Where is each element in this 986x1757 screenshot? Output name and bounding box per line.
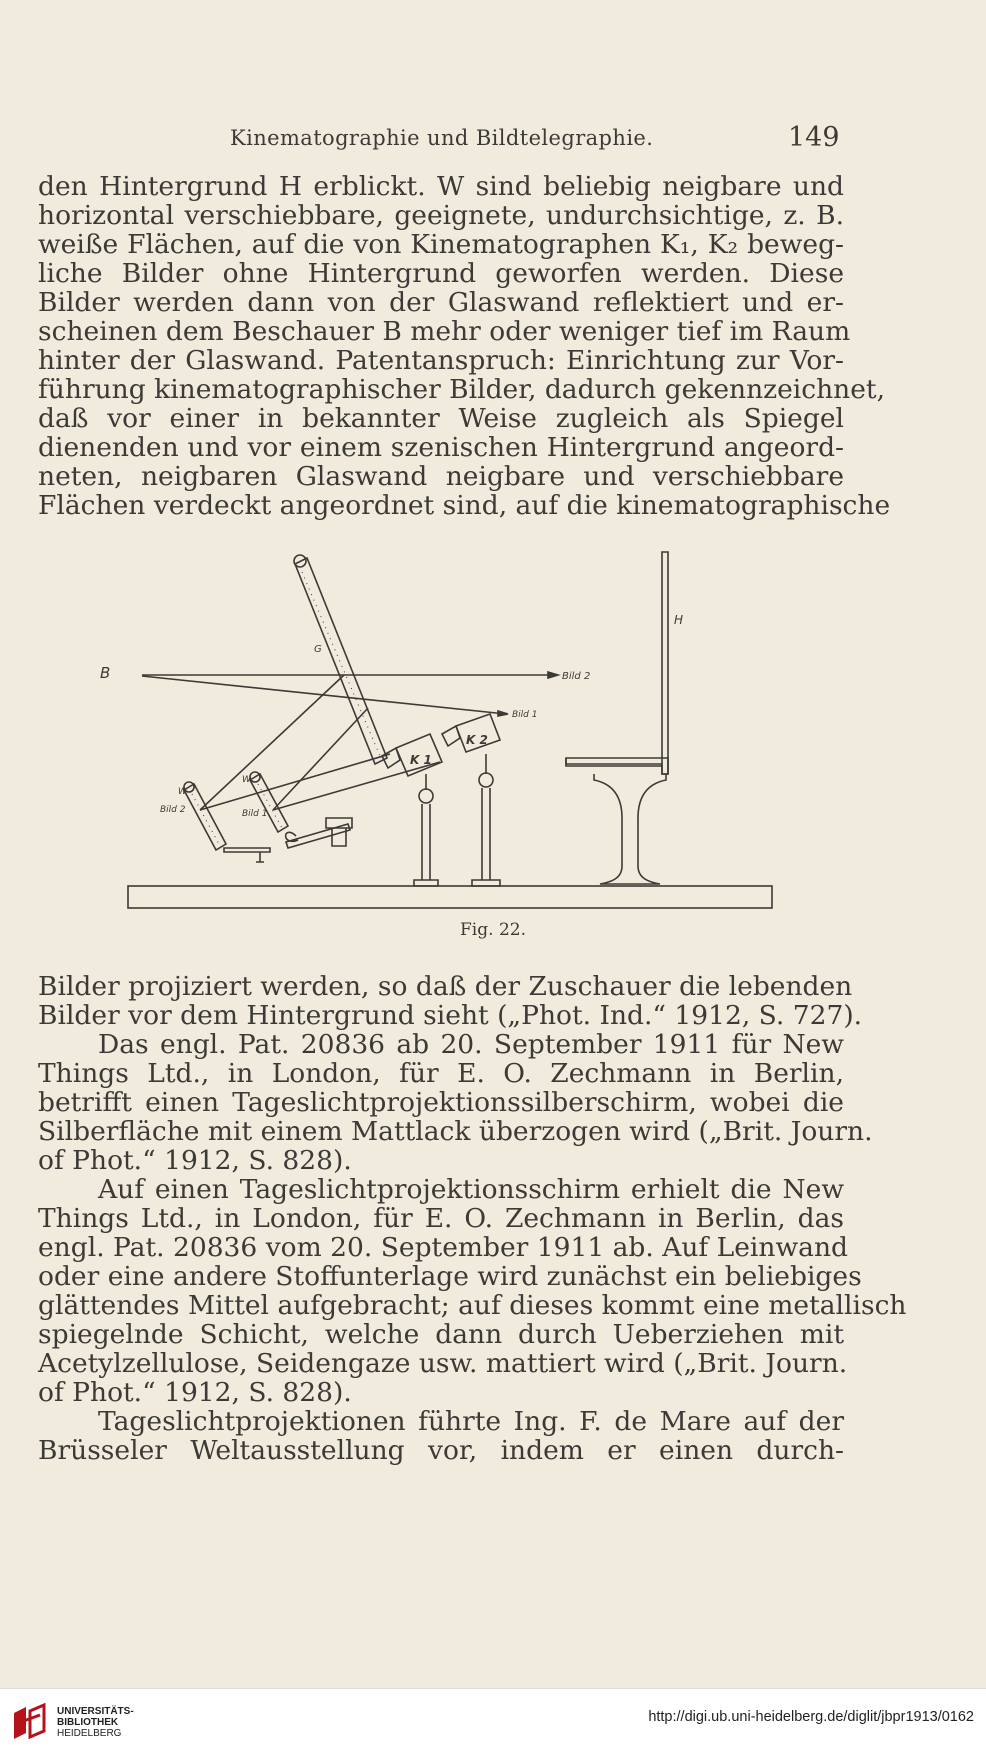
label-w-right: W: [242, 775, 251, 785]
text-line: horizontal verschiebbare, geeignete, undurchsichtige, z. B.: [38, 200, 844, 231]
ray: [273, 708, 368, 810]
projector-k1-stand: [414, 804, 438, 886]
text-line: Bilder vor dem Hintergrund sieht („Phot. Ind.“ 1912, S. 727).: [38, 1000, 863, 1031]
label-bild2-top: Bild 2: [562, 671, 591, 682]
text-line: Brüsseler Weltausstellung vor, indem er einen durch-: [38, 1435, 844, 1466]
text-line: Das engl. Pat. 20836 ab 20. September 1911 für New: [98, 1029, 844, 1060]
text-line: daß vor einer in bekannter Weise zugleich als Spiegel: [38, 403, 844, 434]
arrow-bild1: [498, 711, 508, 716]
projector-k1-knob: [419, 789, 433, 803]
text-line: Bilder werden dann von der Glaswand reflektiert und er-: [38, 287, 844, 318]
running-title: Kinematographie und Bildtelegraphie.: [230, 126, 654, 150]
library-name: [57, 1706, 134, 1739]
library-name-line: BIBLIOTHEK: [57, 1717, 119, 1728]
label-bild1-low: Bild 1: [242, 809, 268, 819]
text-line: scheinen dem Beschauer B mehr oder weniger tief im Raum: [38, 316, 851, 347]
projector-k2-knob: [479, 773, 493, 787]
clamp-screw: [256, 852, 264, 862]
label-bild2-low: Bild 2: [160, 805, 186, 815]
text-line: Flächen verdeckt angeordnet sind, auf die kinematographische: [38, 490, 891, 521]
background-wall: [662, 552, 668, 774]
label-bild1-top: Bild 1: [512, 710, 538, 720]
projector-k2-lens: [442, 726, 460, 746]
projector-k2-stand: [472, 788, 500, 886]
text-line: den Hintergrund H erblickt. W sind beliebig neigbare und: [38, 171, 844, 202]
text-line: führung kinematographischer Bilder, dadurch gekennzeichnet,: [38, 374, 886, 405]
label-h: H: [674, 613, 684, 627]
arrow-bild2: [548, 672, 558, 678]
text-line: dienenden und vor einem szenischen Hintergrund angeord-: [38, 432, 844, 463]
running-header: [0, 122, 986, 160]
paragraph-bottom: [38, 971, 907, 1466]
text-line: glättendes Mittel aufgebracht; auf dieses kommt eine metallisch: [38, 1290, 907, 1321]
screen-w-left: [184, 784, 226, 850]
text-line: spiegelnde Schicht, welche dann durch Ueberziehen mit: [38, 1319, 844, 1350]
clamp-foot: [332, 828, 346, 846]
ray: [200, 675, 344, 810]
paragraph-top: [38, 171, 891, 521]
text-line: engl. Pat. 20836 vom 20. September 1911 ab. Auf Leinwand: [38, 1232, 848, 1263]
label-w-left: W: [178, 787, 187, 797]
text-line: of Phot.“ 1912, S. 828).: [38, 1145, 352, 1176]
slider-bar: [224, 848, 270, 852]
sight-line-bild1: [142, 676, 506, 714]
label-k1: K 1: [410, 753, 432, 767]
label-b: B: [100, 664, 111, 682]
text-line: Auf einen Tageslichtprojektionsschirm erhielt die New: [98, 1174, 844, 1205]
library-name-line: HEIDELBERG: [57, 1728, 122, 1739]
text-line: Things Ltd., in London, für E. O. Zechmann in Berlin,: [38, 1058, 844, 1089]
text-line: Silberfläche mit einem Mattlack überzogen wird („Brit. Journ.: [38, 1116, 873, 1147]
ray: [273, 762, 440, 810]
label-g: G: [314, 644, 322, 655]
figure-22-diagram: [100, 548, 790, 918]
text-line: weiße Flächen, auf die von Kinematographen K₁, K₂ beweg-: [38, 229, 844, 260]
text-line: of Phot.“ 1912, S. 828).: [38, 1377, 352, 1408]
text-line: hinter der Glaswand. Patentanspruch: Einrichtung zur Vor-: [38, 345, 844, 376]
base-board: [128, 886, 772, 908]
figure-caption: Fig. 22.: [460, 920, 526, 940]
text-line: Things Ltd., in London, für E. O. Zechmann in Berlin, das: [38, 1203, 844, 1234]
pedestal: [594, 774, 666, 884]
text-line: betrifft einen Tageslichtprojektionssilberschirm, wobei die: [38, 1087, 844, 1118]
library-name-line: UNIVERSITÄTS-: [57, 1706, 134, 1717]
glass-dots: [302, 572, 380, 756]
text-line: liche Bilder ohne Hintergrund geworfen werden. Diese: [38, 258, 844, 289]
text-line: oder eine andere Stoffunterlage wird zunächst ein beliebiges: [38, 1261, 862, 1292]
footer-bar: [0, 1688, 986, 1757]
text-line: Acetylzellulose, Seidengaze usw. mattiert wird („Brit. Journ.: [38, 1348, 848, 1379]
label-k2: K 2: [466, 733, 488, 747]
text-line: Tageslichtprojektionen führte Ing. F. de Mare auf der: [98, 1406, 844, 1437]
text-line: Bilder projiziert werden, so daß der Zuschauer die lebenden: [38, 971, 853, 1002]
permalink[interactable]: http://digi.ub.uni-heidelberg.de/diglit/jbpr1913/0162: [648, 1709, 974, 1725]
page-number: 149: [788, 122, 840, 153]
text-line: neten, neigbaren Glaswand neigbare und verschiebbare: [38, 461, 844, 492]
ray: [200, 754, 390, 810]
library-logo-icon: [10, 1703, 50, 1743]
